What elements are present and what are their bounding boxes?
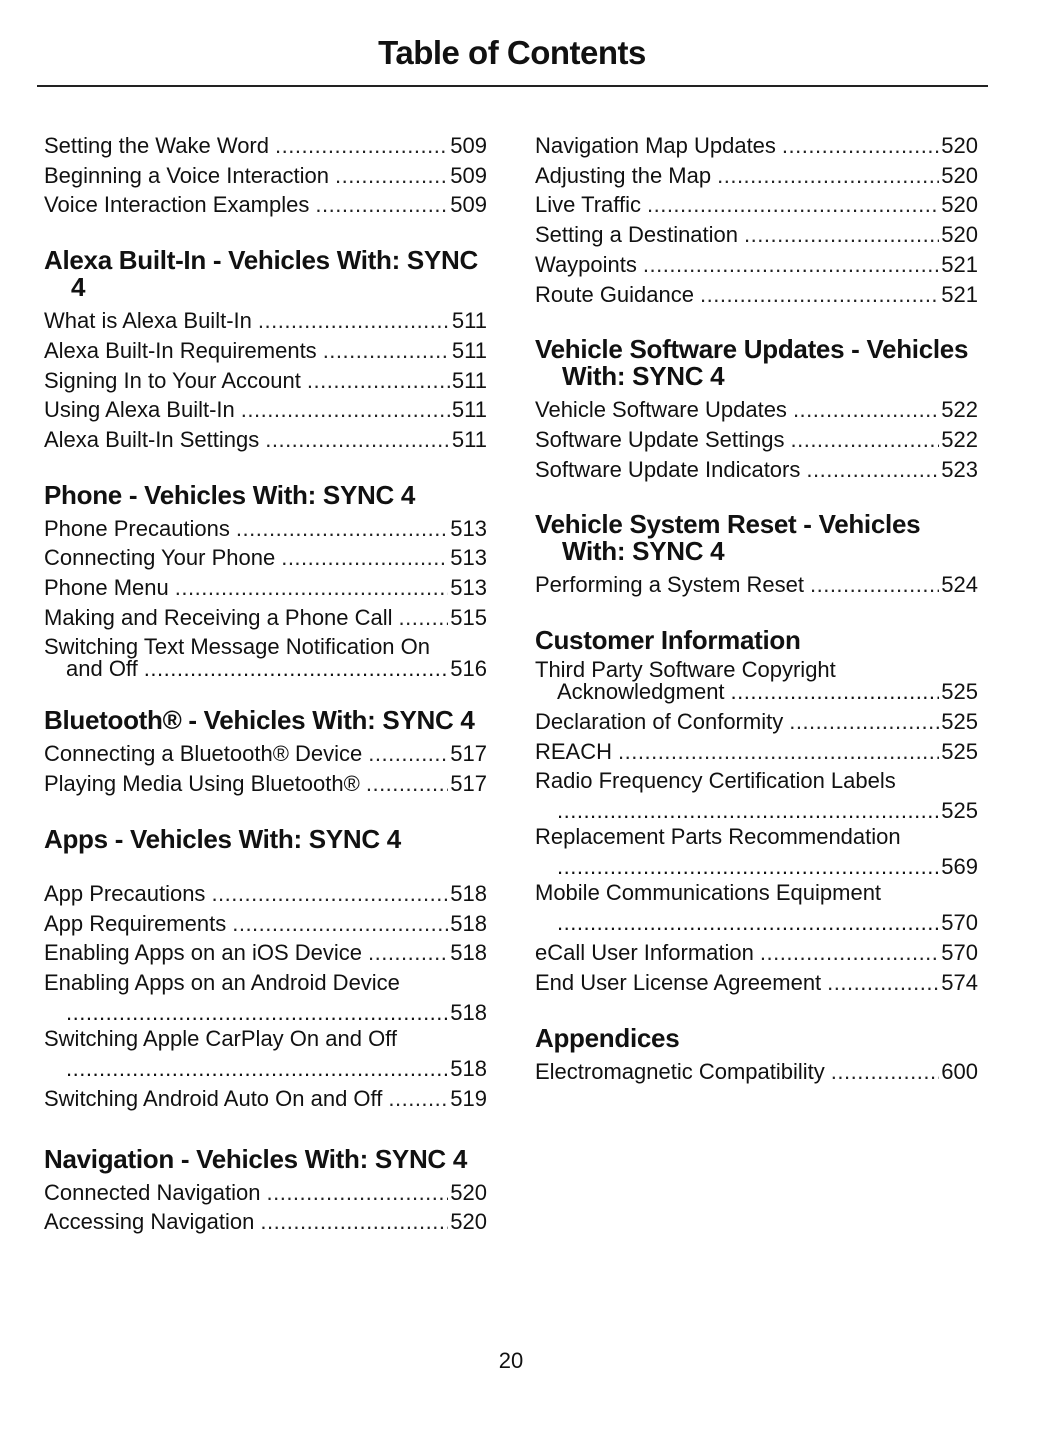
toc-entry-title: Setting the Wake Word	[44, 133, 269, 158]
toc-entry-title: Alexa Built-In Settings	[44, 426, 260, 452]
toc-entry-page: 570	[941, 910, 978, 936]
toc-entry[interactable]	[535, 455, 978, 485]
toc-entry-page: 525	[941, 709, 978, 735]
dot-leader	[557, 800, 939, 822]
dot-leader	[258, 306, 450, 336]
toc-entry-title: Radio Frequency Certification Labels	[535, 768, 896, 794]
toc-entry-title: Alexa Built-In Requirements	[44, 337, 317, 363]
dot-leader	[790, 425, 939, 455]
toc-left-column	[44, 131, 487, 1237]
toc-entry-page: 570	[941, 940, 978, 966]
toc-entry-page: 525	[941, 679, 978, 705]
dot-leader	[335, 161, 448, 191]
toc-entry[interactable]	[535, 707, 978, 737]
dot-leader	[810, 570, 939, 600]
toc-entry-title: Mobile Communications Equipment	[535, 880, 882, 906]
toc-right-column	[535, 131, 978, 1087]
toc-entry-page: 520	[941, 133, 978, 158]
toc-entry-title: Third Party Software Copyright	[535, 657, 836, 683]
dot-leader	[557, 912, 939, 934]
toc-section	[44, 707, 487, 798]
toc-entry[interactable]	[535, 425, 978, 455]
dot-leader	[315, 190, 448, 220]
toc-section	[44, 131, 487, 220]
dot-leader	[782, 131, 939, 161]
toc-entry[interactable]	[535, 737, 978, 767]
section-heading[interactable]: Apps - Vehicles With: SYNC 4	[44, 823, 401, 854]
toc-entry-title: Using Alexa Built-In	[44, 397, 235, 423]
dot-leader	[760, 938, 939, 968]
toc-entry[interactable]	[535, 280, 978, 310]
dot-leader	[618, 737, 939, 767]
dot-leader	[260, 1207, 448, 1237]
toc-entry[interactable]	[44, 161, 487, 191]
toc-entry-title: Beginning a Voice Interaction	[44, 162, 329, 188]
toc-entry-title: Signing In to Your Account	[44, 367, 301, 393]
page-number: 20	[498, 1348, 524, 1373]
toc-entry-page: 517	[450, 741, 487, 767]
toc-entry[interactable]	[535, 938, 978, 968]
dot-leader	[175, 573, 449, 603]
toc-entry-page: 511	[451, 367, 487, 393]
toc-entry[interactable]	[44, 603, 487, 633]
dot-leader	[388, 1084, 448, 1114]
toc-entry-page: 522	[941, 426, 978, 452]
toc-entry-title: Switching Text Message Notification On	[44, 634, 430, 660]
dot-leader	[323, 336, 450, 366]
toc-entry-title: Performing a System Reset	[535, 572, 804, 598]
toc-entry-title: Route Guidance	[535, 281, 694, 307]
toc-entry-page: 520	[941, 162, 978, 188]
toc-entry[interactable]	[44, 938, 487, 968]
toc-entry[interactable]	[44, 190, 487, 220]
toc-entry-page: 518	[450, 910, 487, 936]
toc-entry-page: 518	[450, 940, 487, 966]
toc-entry-page: 520	[450, 1179, 487, 1205]
dot-leader	[717, 161, 939, 191]
toc-entry-title: Connecting Your Phone	[44, 545, 276, 571]
toc-entry[interactable]	[44, 543, 487, 573]
toc-entry-title: Making and Receiving a Phone Call	[44, 604, 393, 630]
dot-leader	[281, 543, 448, 573]
toc-entry-title: Navigation Map Updates	[535, 133, 776, 158]
toc-section	[535, 131, 978, 309]
title-divider	[37, 85, 988, 87]
section-heading[interactable]: Phone - Vehicles With: SYNC 4	[44, 479, 416, 510]
toc-entry-title: Vehicle Software Updates	[535, 397, 787, 423]
toc-entry-title: eCall User Information	[535, 940, 754, 966]
toc-entry-page: 509	[450, 162, 487, 188]
toc-entry-title: Connected Navigation	[44, 1179, 261, 1205]
dot-leader	[368, 739, 448, 769]
toc-entry[interactable]	[535, 770, 978, 822]
toc-entry-page: 519	[450, 1085, 487, 1111]
toc-entry-title: End User License Agreement	[535, 970, 822, 996]
toc-entry-title: App Precautions	[44, 880, 206, 906]
toc-entry-page: 509	[450, 192, 487, 218]
toc-entry-page: 574	[941, 970, 978, 996]
toc-section	[44, 1143, 487, 1237]
toc-entry-page: 511	[451, 426, 487, 452]
toc-entry-page: 520	[450, 1209, 487, 1235]
toc-entry[interactable]	[535, 1057, 978, 1087]
toc-entry-title-continued: Acknowledgment	[557, 679, 725, 705]
toc-entry-title: Voice Interaction Examples	[44, 192, 310, 218]
dot-leader	[399, 603, 449, 633]
dot-leader	[831, 1057, 940, 1087]
section-heading[interactable]: Bluetooth® - Vehicles With: SYNC 4	[44, 705, 475, 736]
toc-entry[interactable]	[44, 1207, 487, 1237]
toc-section	[535, 511, 978, 600]
section-heading[interactable]: Vehicle Software Updates - Vehicles With: SYNC 4	[535, 334, 969, 392]
toc-section	[535, 336, 978, 484]
dot-leader	[827, 968, 939, 998]
dot-leader	[647, 190, 939, 220]
toc-entry-title: Accessing Navigation	[44, 1209, 255, 1235]
toc-entry[interactable]	[44, 395, 487, 425]
toc-entry-page: 515	[450, 604, 487, 630]
toc-entry-page: 600	[941, 1058, 978, 1084]
toc-entry[interactable]	[535, 131, 978, 161]
section-heading[interactable]: Customer Information	[535, 625, 801, 656]
dot-leader	[265, 425, 450, 455]
dot-leader	[236, 514, 448, 544]
dot-leader	[266, 1178, 448, 1208]
section-heading[interactable]: Vehicle System Reset - Vehicles With: SYNC 4	[535, 509, 921, 567]
toc-entry-page: 522	[941, 397, 978, 423]
toc-entry[interactable]	[44, 879, 487, 909]
toc-entry-title: Live Traffic	[535, 192, 641, 218]
toc-section	[44, 247, 487, 455]
dot-leader	[700, 280, 939, 310]
toc-entry[interactable]	[535, 250, 978, 280]
toc-entry-page: 524	[941, 572, 978, 598]
toc-entry-title: Software Update Indicators	[535, 456, 801, 482]
toc-section	[44, 479, 487, 682]
toc-entry-title: Switching Android Auto On and Off	[44, 1085, 383, 1111]
toc-entry[interactable]	[44, 1025, 487, 1081]
toc-entry-page: 520	[941, 192, 978, 218]
toc-entry-page: 516	[450, 656, 487, 682]
dot-leader	[643, 250, 939, 280]
toc-entry[interactable]	[44, 769, 487, 799]
toc-entry-page: 518	[450, 1055, 487, 1081]
toc-entry-page: 520	[941, 222, 978, 248]
dot-leader	[275, 131, 448, 161]
toc-entry-page: 513	[450, 515, 487, 541]
toc-entry[interactable]	[535, 161, 978, 191]
toc-entry[interactable]	[44, 514, 487, 544]
toc-entry-title: REACH	[535, 738, 613, 764]
toc-entry-title: Enabling Apps on an iOS Device	[44, 940, 362, 966]
toc-entry-page: 525	[941, 798, 978, 824]
toc-entry-page: 517	[450, 771, 487, 797]
toc-entry-title: What is Alexa Built-In	[44, 308, 252, 334]
toc-entry-page: 525	[941, 738, 978, 764]
toc-entry-page: 521	[941, 281, 978, 307]
toc-entry-title: Electromagnetic Compatibility	[535, 1058, 825, 1084]
toc-entry[interactable]	[44, 366, 487, 396]
toc-entry[interactable]	[44, 969, 487, 1025]
dot-leader	[211, 879, 448, 909]
section-heading[interactable]: Navigation - Vehicles With: SYNC 4	[44, 1143, 467, 1174]
toc-entry-title: Setting a Destination	[535, 222, 739, 248]
dot-leader	[744, 220, 939, 250]
toc-entry-page: 523	[941, 456, 978, 482]
toc-entry-title: Phone Menu	[44, 575, 169, 601]
toc-entry[interactable]	[535, 968, 978, 998]
toc-entry-title: Playing Media Using Bluetooth®	[44, 771, 360, 797]
toc-entry[interactable]	[44, 636, 487, 680]
toc-entry-title: Waypoints	[535, 251, 637, 277]
section-heading[interactable]: Alexa Built-In - Vehicles With: SYNC 4	[44, 245, 478, 303]
dot-leader	[307, 366, 450, 396]
toc-entry[interactable]	[44, 425, 487, 455]
section-heading[interactable]: Appendices	[535, 1022, 680, 1053]
toc-entry-title: Enabling Apps on an Android Device	[44, 969, 400, 995]
dot-leader	[789, 707, 939, 737]
toc-entry-page: 511	[451, 308, 487, 334]
toc-section	[44, 823, 487, 1114]
toc-entry-title-continued: and Off	[66, 656, 138, 682]
dot-leader	[144, 658, 449, 680]
toc-entry-page: 521	[941, 251, 978, 277]
toc-entry-page: 513	[450, 545, 487, 571]
toc-entry[interactable]	[44, 1178, 487, 1208]
toc-section	[535, 1022, 978, 1087]
toc-entry[interactable]	[44, 306, 487, 336]
dot-leader	[806, 455, 939, 485]
dot-leader	[793, 395, 939, 425]
dot-leader	[366, 769, 448, 799]
toc-entry-page: 511	[451, 337, 487, 363]
toc-entry[interactable]	[535, 395, 978, 425]
toc-entry-page: 569	[941, 854, 978, 880]
toc-entry-title: Switching Apple CarPlay On and Off	[44, 1025, 398, 1051]
toc-entry-title: Replacement Parts Recommendation	[535, 824, 901, 850]
dot-leader	[232, 909, 448, 939]
toc-entry-title: Declaration of Conformity	[535, 709, 784, 735]
toc-entry[interactable]	[535, 882, 978, 934]
toc-entry[interactable]	[535, 659, 978, 703]
toc-entry[interactable]	[44, 573, 487, 603]
toc-entry-title: Software Update Settings	[535, 426, 785, 452]
dot-leader	[731, 681, 940, 703]
toc-entry[interactable]	[535, 826, 978, 878]
toc-entry-page: 518	[450, 880, 487, 906]
toc-entry[interactable]	[44, 739, 487, 769]
toc-entry[interactable]	[44, 131, 487, 161]
toc-entry[interactable]	[535, 190, 978, 220]
toc-entry-title: Connecting a Bluetooth® Device	[44, 741, 363, 767]
dot-leader	[241, 395, 450, 425]
dot-leader	[368, 938, 448, 968]
toc-entry[interactable]	[44, 909, 487, 939]
toc-entry[interactable]	[535, 220, 978, 250]
dot-leader	[66, 1058, 448, 1080]
toc-entry[interactable]	[535, 570, 978, 600]
toc-entry-page: 518	[450, 999, 487, 1025]
toc-entry[interactable]	[44, 1084, 487, 1114]
toc-entry-title: Adjusting the Map	[535, 162, 712, 188]
toc-entry-page: 511	[451, 397, 487, 423]
toc-entry[interactable]	[44, 336, 487, 366]
toc-entry-title: Phone Precautions	[44, 515, 230, 541]
dot-leader	[557, 856, 939, 878]
page-title: Table of Contents	[378, 34, 646, 71]
toc-section	[535, 627, 978, 998]
toc-entry-title: App Requirements	[44, 910, 227, 936]
toc-entry-page: 509	[450, 133, 487, 158]
dot-leader	[66, 1002, 448, 1024]
toc-entry-page: 513	[450, 575, 487, 601]
